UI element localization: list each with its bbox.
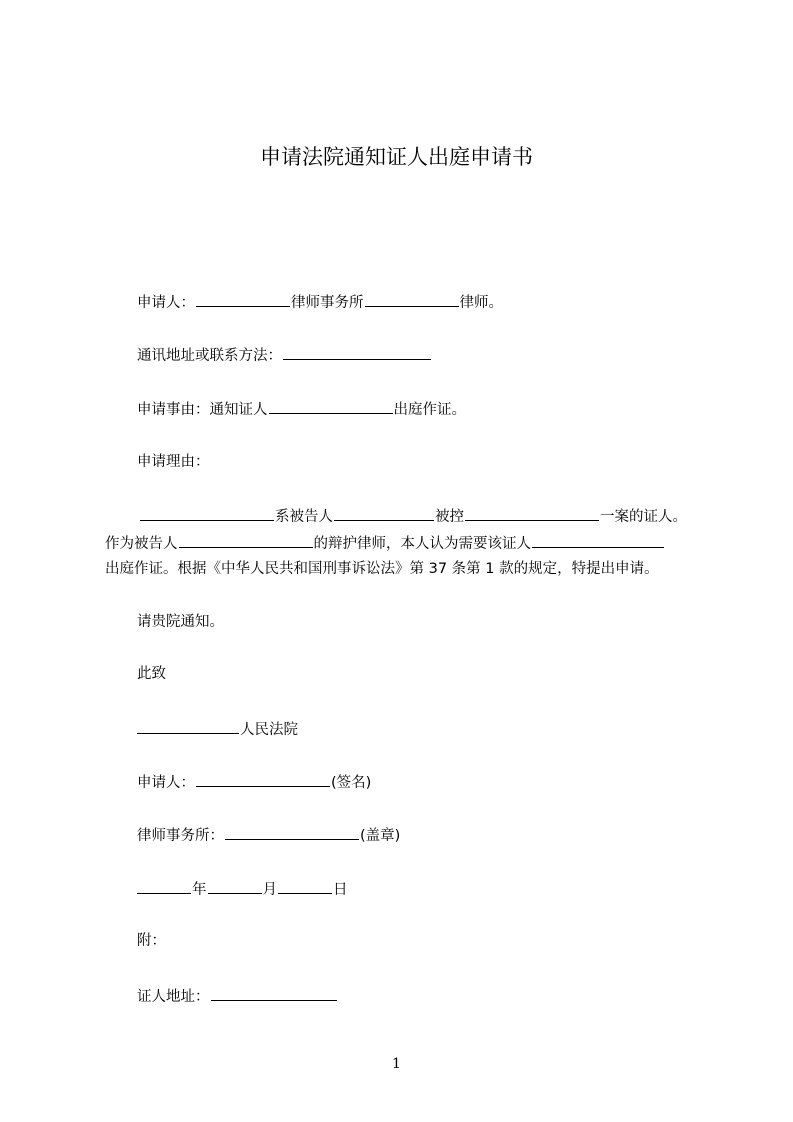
firm-label: 律师事务所：: [137, 828, 224, 844]
reason-text-1b: 被控: [435, 509, 464, 525]
firm-blank[interactable]: [225, 824, 359, 840]
defendant-blank-2[interactable]: [179, 532, 313, 548]
charge-blank[interactable]: [465, 505, 599, 521]
court-suffix: 人民法院: [240, 722, 298, 738]
reason-text-2b: 的辩护律师，本人认为需要该证人: [313, 536, 531, 552]
witness-address-label: 证人地址：: [137, 989, 210, 1005]
court-blank[interactable]: [137, 718, 239, 734]
day-label: 日: [333, 882, 348, 898]
applicant-firm-suffix: 律师事务所: [291, 295, 364, 311]
witness-address-blank[interactable]: [211, 985, 337, 1001]
matter-label: 申请事由：通知证人: [137, 402, 268, 418]
request-line: 请贵院通知。: [137, 614, 224, 630]
reason-paragraph-line-2: [105, 532, 699, 554]
reason-text-2a: 作为被告人: [105, 536, 178, 552]
page-number: 1: [392, 1056, 401, 1072]
signature-line: [137, 771, 371, 793]
defendant-blank[interactable]: [334, 505, 434, 521]
reason-paragraph-line-1: [137, 505, 699, 527]
attachment-label: 附：: [137, 933, 166, 949]
witness-name-blank[interactable]: [269, 398, 393, 414]
firm-line: [137, 824, 400, 846]
reason-text-1a: 系被告人: [275, 509, 333, 525]
contact-blank[interactable]: [283, 344, 431, 360]
contact-line: [137, 344, 432, 366]
salutation: 此致: [137, 666, 166, 682]
year-blank[interactable]: [137, 878, 191, 894]
applicant-name-blank[interactable]: [365, 291, 459, 307]
witness-blank-2[interactable]: [532, 532, 664, 548]
matter-line: [137, 398, 466, 420]
applicant-suffix: 律师。: [459, 295, 503, 311]
date-line: [137, 878, 348, 900]
month-blank[interactable]: [208, 878, 262, 894]
month-label: 月: [262, 882, 277, 898]
applicant-label: 申请人：: [137, 295, 195, 311]
contact-label: 通讯地址或联系方法：: [137, 348, 282, 364]
reason-paragraph-line-3: 出庭作证。根据《中华人民共和国刑事诉讼法》第 37 条第 1 款的规定，特提出申请。: [105, 561, 659, 577]
witness-address-line: [137, 985, 338, 1007]
signature-blank[interactable]: [196, 771, 330, 787]
matter-suffix: 出庭作证。: [393, 402, 466, 418]
firm-suffix: (盖章): [360, 828, 401, 844]
reason-label: 申请理由：: [137, 454, 210, 470]
day-blank[interactable]: [278, 878, 332, 894]
applicant-line: [137, 291, 503, 313]
signature-suffix: (签名): [331, 775, 372, 791]
reason-text-1c: 一案的证人。: [600, 509, 687, 525]
court-line: [137, 718, 298, 740]
signature-label: 申请人：: [137, 775, 195, 791]
document-title: 申请法院通知证人出庭申请书: [260, 145, 533, 169]
witness-blank[interactable]: [140, 505, 274, 521]
applicant-firm-blank[interactable]: [196, 291, 290, 307]
year-label: 年: [192, 882, 207, 898]
